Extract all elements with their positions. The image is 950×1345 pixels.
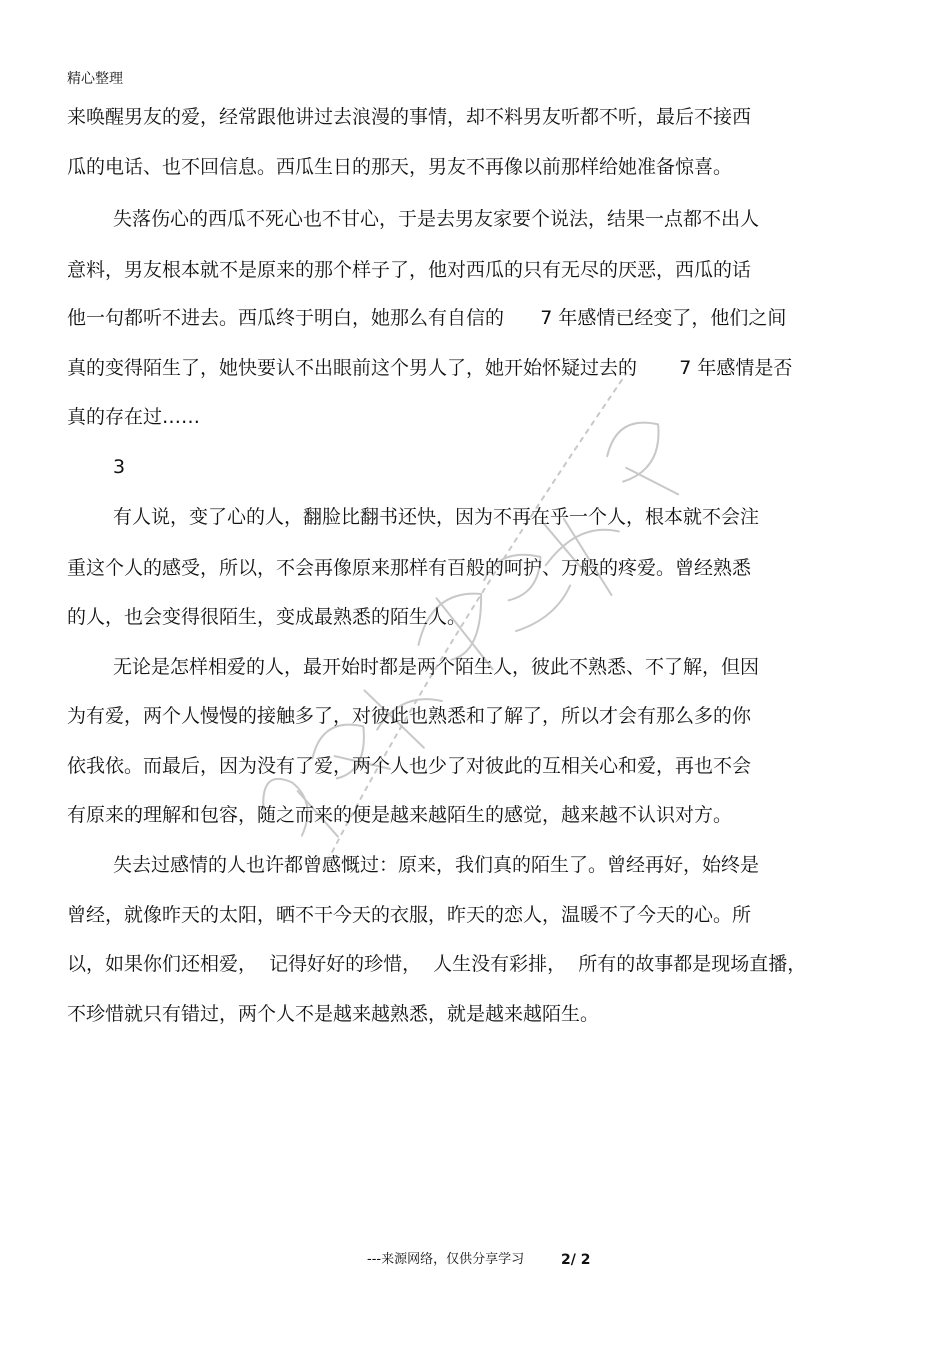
paragraph-2-line-4: 真的变得陌生了，她快要认不出眼前这个男人了，她开始怀疑过去的 7 年感情是否 — [67, 357, 793, 379]
paragraph-2-line-3: 他一句都听不进去。西瓜终于明白，她那么有自信的 7 年感情已经变了，他们之间 — [67, 307, 787, 329]
paragraph-2-line-5: 真的存在过…… — [67, 406, 201, 428]
paragraph-4-line-2: 为有爱，两个人慢慢的接触多了，对彼此也熟悉和了解了，所以才会有那么多的你 — [67, 705, 752, 727]
paragraph-5-line-2: 曾经，就像昨天的太阳，晒不干今天的衣服，昨天的恋人，温暖不了今天的心。所 — [67, 904, 752, 926]
page-header-note: 精心整理 — [67, 71, 123, 87]
paragraph-4-line-3: 依我依。而最后，因为没有了爱，两个人也少了对彼此的互相关心和爱，再也不会 — [67, 755, 752, 777]
paragraph-2-line-2: 意料，男友根本就不是原来的那个样子了，他对西瓜的只有无尽的厌恶，西瓜的话 — [67, 259, 752, 281]
paragraph-2-line-1: 失落伤心的西瓜不死心也不甘心，于是去男友家要个说法，结果一点都不出人 — [113, 208, 760, 230]
paragraph-3-line-3: 的人，也会变得很陌生，变成最熟悉的陌生人。 — [67, 606, 467, 628]
paragraph-3-line-2: 重这个人的感受，所以，不会再像原来那样有百般的呵护、万般的疼爱。曾经熟悉 — [67, 557, 752, 579]
paragraph-3-line-1: 有人说，变了心的人，翻脸比翻书还快，因为不再在乎一个人，根本就不会注 — [113, 506, 760, 528]
paragraph-5-line-4: 不珍惜就只有错过，两个人不是越来越熟悉，就是越来越陌生。 — [67, 1003, 600, 1025]
paragraph-1-line-2: 瓜的电话、也不回信息。西瓜生日的那天，男友不再像以前那样给她准备惊喜。 — [67, 156, 733, 178]
section-number: 3 — [113, 456, 126, 478]
page-number: 2/ 2 — [561, 1252, 591, 1268]
footer-source-note: ---来源网络，仅供分享学习 — [367, 1252, 525, 1267]
paragraph-1-line-1: 来唤醒男友的爱，经常跟他讲过去浪漫的事情，却不料男友听都不听，最后不接西 — [67, 106, 752, 128]
paragraph-4-line-4: 有原来的理解和包容，随之而来的便是越来越陌生的感觉，越来越不认识对方。 — [67, 804, 733, 826]
paragraph-5-line-1: 失去过感情的人也许都曾感慨过：原来，我们真的陌生了。曾经再好，始终是 — [113, 854, 760, 876]
paragraph-5-line-3: 以，如果你们还相爱， 记得好好的珍惜， 人生没有彩排， 所有的故事都是现场直播， — [67, 953, 807, 975]
paragraph-4-line-1: 无论是怎样相爱的人，最开始时都是两个陌生人，彼此不熟悉、不了解，但因 — [113, 656, 760, 678]
